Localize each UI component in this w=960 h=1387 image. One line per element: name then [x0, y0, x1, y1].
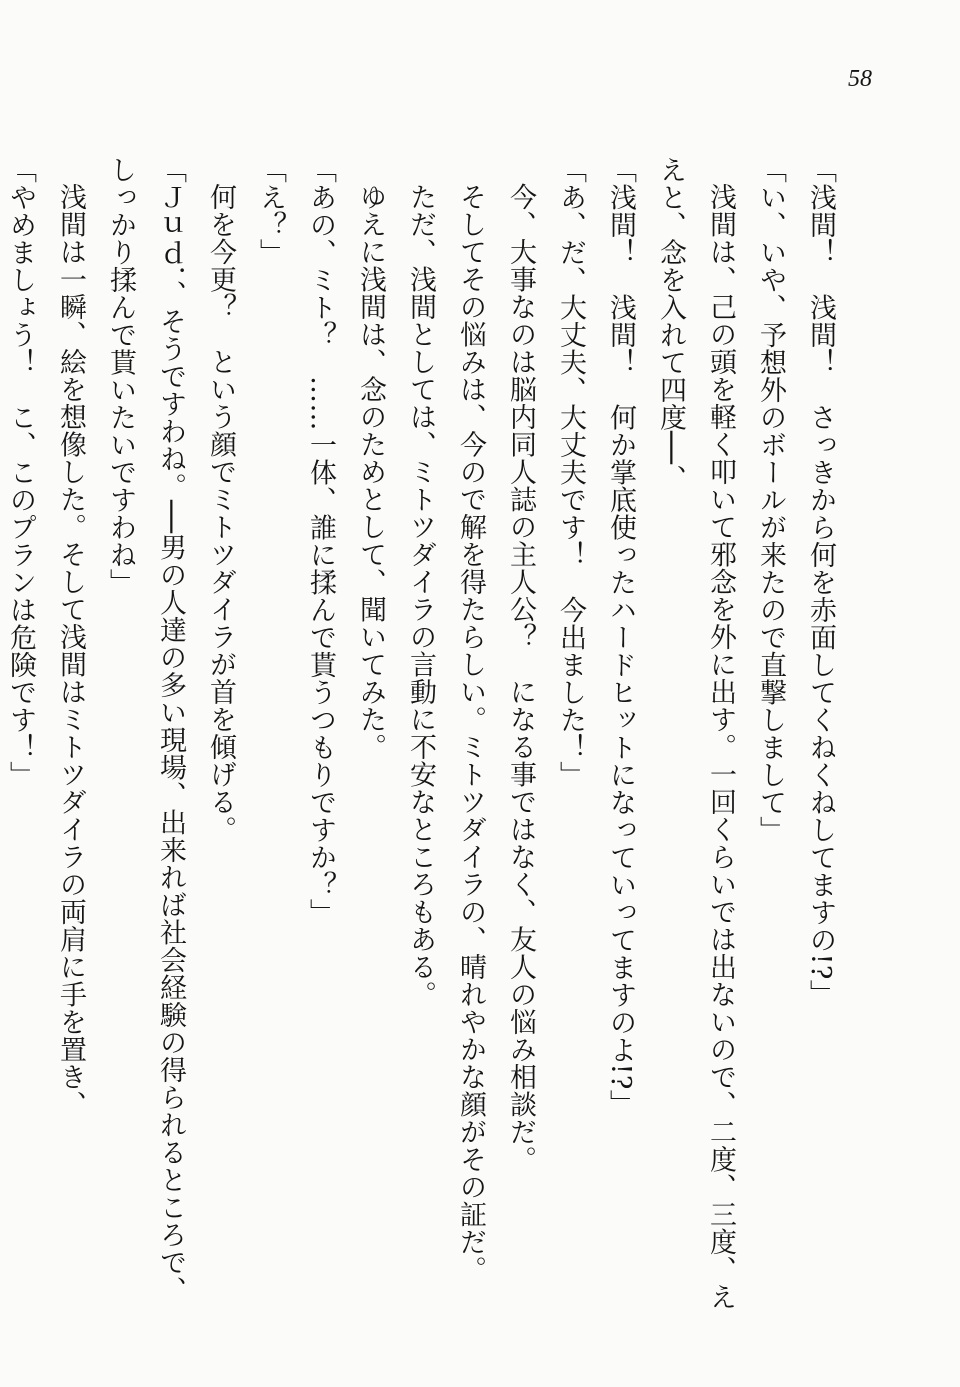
- text-line: しっかり揉んで貰いたいですわね」: [105, 156, 136, 596]
- text-line: ただ、浅間としては、ミトツダイラの言動に不安なところもある。: [405, 183, 436, 1008]
- page-number: 58: [848, 66, 872, 92]
- text-line: 今、大事なのは脳内同人誌の主人公？ になる事ではなく、友人の悩み相談だ。: [505, 183, 536, 1173]
- text-line: 「い、いや、予想外のボールが来たので直撃しまして」: [755, 156, 786, 844]
- text-line: 「浅間！ 浅間！ さっきから何を赤面してくねくねしてますの!?」: [805, 156, 836, 1008]
- text-line: 浅間は、己の頭を軽く叩いて邪念を外に出す。一回くらいでは出ないので、二度、三度、え: [705, 183, 736, 1311]
- vertical-text-body: [5, 156, 845, 1336]
- text-line: 「やめましょう！ こ、このプランは危険です！」: [5, 156, 36, 789]
- text-line: 「え？」: [255, 156, 286, 266]
- text-line: 「あ、だ、大丈夫、大丈夫です！ 今出ました！」: [555, 156, 586, 789]
- text-line: 「Ｊｕｄ．、そうですわね。──男の人達の多い現場、出来れば社会経験の得られるところで、: [155, 156, 186, 1304]
- text-line: 浅間は一瞬、絵を想像した。そして浅間はミトツダイラの両肩に手を置き、: [55, 183, 86, 1118]
- text-line: 「あの、ミト？ ……一体、誰に揉んで貰うつもりですか？」: [305, 156, 336, 926]
- text-line: 何を今更？ という顔でミトツダイラが首を傾げる。: [205, 183, 236, 843]
- text-line: えと、念を入れて四度──、: [655, 156, 686, 493]
- text-line: ゆえに浅間は、念のためとして、聞いてみた。: [355, 183, 386, 761]
- text-line: そしてその悩みは、今ので解を得たらしい。ミトツダイラの、晴れやかな顔がその証だ。: [455, 183, 486, 1283]
- text-line: 「浅間！ 浅間！ 何か掌底使ったハードヒットになっていってますのよ!?」: [605, 156, 636, 1118]
